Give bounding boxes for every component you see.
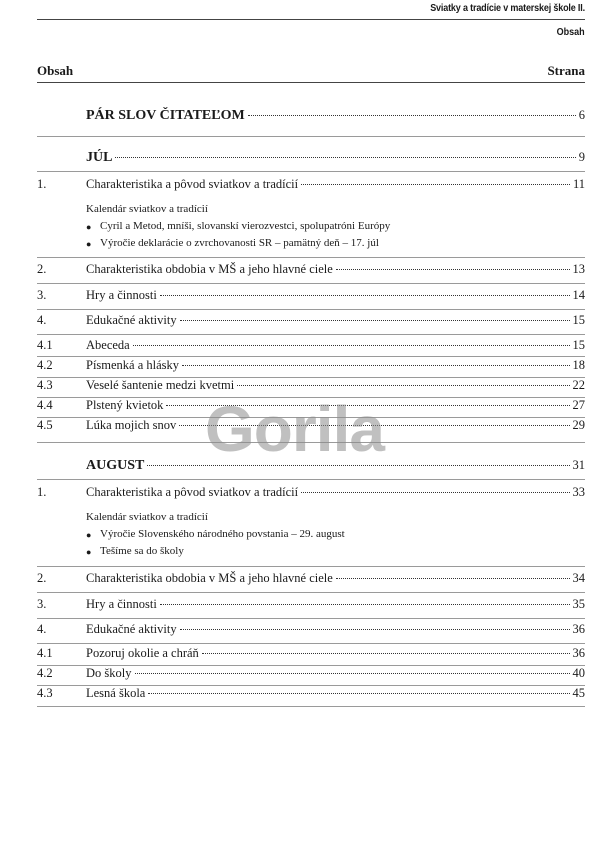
leader-dots (147, 465, 569, 466)
leader-dots (301, 184, 570, 185)
toc-num: 1. (37, 177, 47, 191)
toc-row-august (37, 458, 585, 474)
calendar-heading: Kalendár sviatkov a tradícií (86, 511, 208, 523)
toc-page: 33 (572, 485, 585, 499)
toc-title: Pozoruj okolie a chráň (86, 646, 199, 660)
calendar-item (86, 528, 345, 542)
column-header-page: Strana (547, 63, 585, 78)
column-header-contents: Obsah (37, 63, 74, 78)
separator (37, 479, 585, 480)
separator (37, 356, 585, 357)
bullet-icon: ● (86, 530, 92, 540)
toc-row (37, 378, 585, 393)
toc-row (37, 398, 585, 413)
calendar-item (86, 220, 390, 234)
separator (37, 171, 585, 172)
toc-title: Lúka mojich snov (86, 418, 177, 432)
separator (37, 618, 585, 619)
leader-dots (135, 673, 570, 674)
leader-dots (160, 295, 570, 296)
leader-dots (336, 578, 570, 579)
toc-row (37, 262, 585, 277)
toc-row (37, 358, 585, 373)
toc-page: 34 (572, 571, 585, 585)
toc-row (37, 418, 585, 433)
toc-page: 35 (572, 597, 585, 611)
toc-num: 4.2 (37, 666, 53, 680)
separator (37, 309, 585, 310)
separator (37, 442, 585, 443)
toc-num: 4.2 (37, 358, 53, 372)
toc-row (37, 288, 585, 303)
separator (37, 334, 585, 335)
separator (37, 257, 585, 258)
leader-dots (180, 320, 570, 321)
toc-page: 22 (572, 378, 585, 392)
leader-dots (148, 693, 569, 694)
toc-page: 29 (572, 418, 585, 432)
leader-dots (336, 269, 570, 270)
toc-num: 4.1 (37, 646, 53, 660)
toc-page: 15 (572, 338, 585, 352)
calendar-item (86, 237, 379, 251)
toc-num: 2. (37, 571, 47, 585)
toc-title: JÚL (86, 150, 113, 165)
toc-title: Charakteristika a pôvod sviatkov a tradícií (86, 485, 299, 499)
toc-page: 45 (572, 686, 585, 700)
bullet-icon: ● (86, 547, 92, 557)
leader-dots (182, 365, 569, 366)
toc-page: 31 (572, 458, 585, 472)
calendar-item-text: Výročie Slovenského národného povstania – 29. august (100, 528, 345, 540)
toc-title: PÁR SLOV ČITATEĽOM (86, 108, 245, 123)
toc-title: Edukačné aktivity (86, 313, 177, 327)
toc-title: Lesná škola (86, 686, 146, 700)
running-header-section: Obsah (556, 26, 585, 38)
toc-num: 4.5 (37, 418, 53, 432)
leader-dots (202, 653, 570, 654)
toc-num: 1. (37, 485, 47, 499)
toc-page: 27 (572, 398, 585, 412)
toc-title: Hry a činnosti (86, 597, 157, 611)
toc-title: Písmenká a hlásky (86, 358, 180, 372)
column-rule (37, 82, 585, 83)
toc-page: 13 (572, 262, 585, 276)
leader-dots (160, 604, 570, 605)
calendar-item-text: Cyril a Metod, mníši, slovanskí vierozvestci, spolupatróni Európy (100, 220, 391, 232)
toc-title: Do školy (86, 666, 132, 680)
leader-dots (133, 345, 570, 346)
toc-num: 2. (37, 262, 47, 276)
toc-row (37, 686, 585, 701)
calendar-heading: Kalendár sviatkov a tradícií (86, 203, 208, 215)
toc-title: Charakteristika obdobia v MŠ a jeho hlavné ciele (86, 262, 333, 276)
calendar-item-text: Tešíme sa do školy (100, 545, 184, 557)
toc-row (37, 338, 585, 353)
toc-row (37, 177, 585, 192)
column-headers (37, 63, 585, 79)
leader-dots (180, 629, 570, 630)
toc-page: 11 (572, 177, 585, 191)
separator (37, 136, 585, 137)
toc-page: 36 (572, 646, 585, 660)
separator (37, 592, 585, 593)
leader-dots (179, 425, 569, 426)
toc-row (37, 313, 585, 328)
toc-row (37, 485, 585, 500)
toc-page: 15 (572, 313, 585, 327)
toc-title: Veselé šantenie medzi kvetmi (86, 378, 235, 392)
toc-num: 4.1 (37, 338, 53, 352)
toc-page: 40 (572, 666, 585, 680)
toc-row (37, 646, 585, 661)
toc-page: 36 (572, 622, 585, 636)
header-rule (37, 19, 585, 20)
toc-num: 3. (37, 597, 47, 611)
toc-row-jul (37, 150, 585, 166)
toc-title: Charakteristika obdobia v MŠ a jeho hlavné ciele (86, 571, 333, 585)
toc-num: 4. (37, 313, 47, 327)
toc-title: AUGUST (86, 458, 145, 473)
toc-row (37, 666, 585, 681)
toc-num: 4.3 (37, 686, 53, 700)
separator (37, 643, 585, 644)
toc-num: 4.4 (37, 398, 53, 412)
toc-page: 9 (578, 150, 585, 164)
separator (37, 706, 585, 707)
separator (37, 283, 585, 284)
toc-page: 18 (572, 358, 585, 372)
toc-num: 4. (37, 622, 47, 636)
toc-row (37, 597, 585, 612)
watermark-logo: Gorila (205, 393, 384, 465)
toc-page: 14 (572, 288, 585, 302)
toc-page: 6 (578, 108, 585, 122)
toc-title: Charakteristika a pôvod sviatkov a tradícií (86, 177, 299, 191)
calendar-item (86, 545, 184, 559)
leader-dots (248, 115, 576, 116)
bullet-icon: ● (86, 222, 92, 232)
calendar-item-text: Výročie deklarácie o zvrchovanosti SR – pamätný deň – 17. júl (100, 237, 379, 249)
toc-title: Edukačné aktivity (86, 622, 177, 636)
toc-row-preface (37, 108, 585, 124)
leader-dots (115, 157, 575, 158)
running-header-title: Sviatky a tradície v materskej škole II. (430, 2, 585, 14)
toc-row (37, 622, 585, 637)
separator (37, 566, 585, 567)
leader-dots (166, 405, 569, 406)
leader-dots (301, 492, 569, 493)
toc-title: Plstený kvietok (86, 398, 164, 412)
toc-row (37, 571, 585, 586)
toc-num: 3. (37, 288, 47, 302)
toc-title: Abeceda (86, 338, 130, 352)
leader-dots (237, 385, 569, 386)
bullet-icon: ● (86, 239, 92, 249)
toc-num: 4.3 (37, 378, 53, 392)
toc-title: Hry a činnosti (86, 288, 157, 302)
